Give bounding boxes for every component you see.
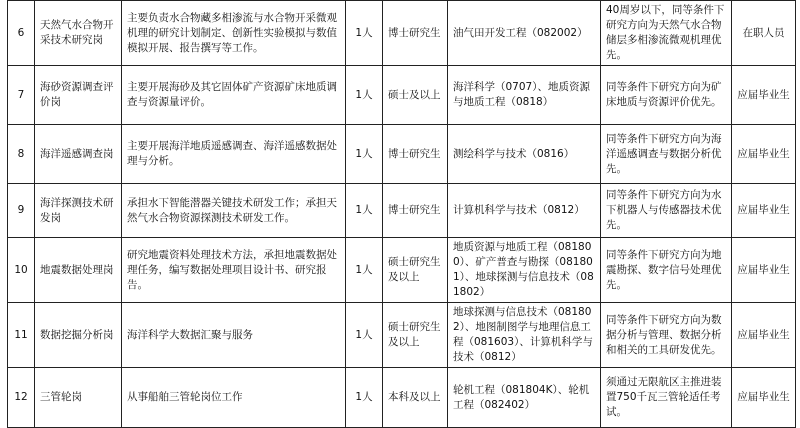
duties: 海洋科学大数据汇聚与服务 [122, 303, 346, 368]
position-name: 数据挖掘分析岗 [35, 303, 122, 368]
other-requirement: 同等条件下研究方向为水下机器人与传感器技术优先。 [601, 184, 732, 238]
other-requirement: 同等条件下研究方向为矿床地质与资源评价优先。 [601, 66, 732, 125]
position-name: 三管轮岗 [35, 368, 122, 428]
other-requirement: 须通过无限航区主推进装置750千瓦三管轮适任考试。 [601, 368, 732, 428]
major-requirement: 测绘科学与技术（0816） [448, 125, 601, 184]
row-number: 11 [8, 303, 35, 368]
candidate-type: 应届毕业生 [732, 238, 796, 303]
major-requirement: 油气田开发工程（082002） [448, 1, 601, 66]
position-name: 海砂资源调查评价岗 [35, 66, 122, 125]
duties: 承担水下智能潜器关键技术研发工作；承担天然气水合物资源探测技术研发工作。 [122, 184, 346, 238]
recruitment-table [7, 0, 796, 428]
major-requirement: 计算机科学与技术（0812） [448, 184, 601, 238]
major-requirement: 地质资源与地质工程（081800）、矿产普查与勘探（081801）、地球探测与信息技术（081802） [448, 238, 601, 303]
position-name: 天然气水合物开采技术研究岗 [35, 1, 122, 66]
table-row [8, 303, 796, 368]
other-requirement: 同等条件下研究方向为数据分析与管理、数据分析和相关的工具研发优先。 [601, 303, 732, 368]
degree-requirement: 博士研究生 [383, 125, 448, 184]
position-name: 海洋遥感调查岗 [35, 125, 122, 184]
table-row [8, 368, 796, 428]
headcount: 1人 [346, 303, 383, 368]
degree-requirement: 博士研究生 [383, 1, 448, 66]
candidate-type: 在职人员 [732, 1, 796, 66]
degree-requirement: 博士研究生 [383, 184, 448, 238]
row-number: 7 [8, 66, 35, 125]
duties: 从事船舶三管轮岗位工作 [122, 368, 346, 428]
major-requirement: 地球探测与信息技术（081802）、地图制图学与地理信息工程（081603）、计算机科学与技术（0812） [448, 303, 601, 368]
headcount: 1人 [346, 1, 383, 66]
table-row [8, 184, 796, 238]
row-number: 9 [8, 184, 35, 238]
candidate-type: 应届毕业生 [732, 125, 796, 184]
headcount: 1人 [346, 238, 383, 303]
row-number: 8 [8, 125, 35, 184]
headcount: 1人 [346, 368, 383, 428]
duties: 主要负责水合物藏多相渗流与水合物开采微观机理的研究计划制定、创新性实验模拟与数值模拟开展、报告撰写等工作。 [122, 1, 346, 66]
table-row [8, 1, 796, 66]
candidate-type: 应届毕业生 [732, 368, 796, 428]
duties: 主要开展海砂及其它固体矿产资源矿床地质调查与资源量评价。 [122, 66, 346, 125]
other-requirement: 40周岁以下，同等条件下研究方向为天然气水合物储层多相渗流微观机理优先。 [601, 1, 732, 66]
degree-requirement: 硕士研究生及以上 [383, 303, 448, 368]
degree-requirement: 硕士及以上 [383, 66, 448, 125]
row-number: 12 [8, 368, 35, 428]
degree-requirement: 本科及以上 [383, 368, 448, 428]
candidate-type: 应届毕业生 [732, 184, 796, 238]
candidate-type: 应届毕业生 [732, 303, 796, 368]
headcount: 1人 [346, 66, 383, 125]
degree-requirement: 硕士研究生及以上 [383, 238, 448, 303]
row-number: 10 [8, 238, 35, 303]
row-number: 6 [8, 1, 35, 66]
major-requirement: 轮机工程（081804K）、轮机工程（082402） [448, 368, 601, 428]
table-row [8, 125, 796, 184]
headcount: 1人 [346, 125, 383, 184]
position-name: 海洋探测技术研发岗 [35, 184, 122, 238]
table-row [8, 66, 796, 125]
table-row [8, 238, 796, 303]
duties: 研究地震资料处理技术方法，承担地震数据处理任务，编写数据处理项目设计书、研究报告。 [122, 238, 346, 303]
headcount: 1人 [346, 184, 383, 238]
other-requirement: 同等条件下研究方向为地震勘探、数字信号处理优先。 [601, 238, 732, 303]
candidate-type: 应届毕业生 [732, 66, 796, 125]
position-name: 地震数据处理岗 [35, 238, 122, 303]
duties: 主要开展海洋地质遥感调查、海洋遥感数据处理与分析。 [122, 125, 346, 184]
major-requirement: 海洋科学（0707）、地质资源与地质工程（0818） [448, 66, 601, 125]
other-requirement: 同等条件下研究方向为海洋遥感调查与数据分析优先。 [601, 125, 732, 184]
